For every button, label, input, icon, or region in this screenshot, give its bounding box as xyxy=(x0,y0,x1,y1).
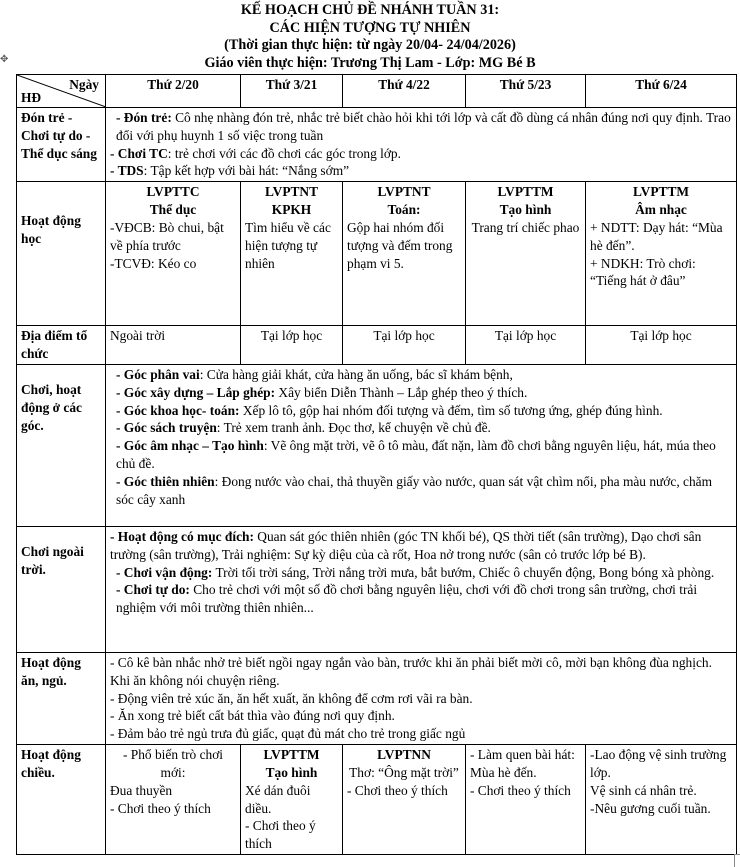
row-label-dia-diem: Địa điểm tổ chức xyxy=(17,326,106,365)
lesson-fri-detail-2: + NDKH: Trò chơi: “Tiếng hát ở đâu” xyxy=(590,255,696,289)
corners-content xyxy=(106,364,737,526)
row-label-choi-goc: Chơi, hoạt động ở các góc. xyxy=(17,364,106,526)
goc-sach-truyen-text: : Trẻ xem tranh ảnh. Đọc thơ, kể chuyện về chủ đề. xyxy=(216,420,491,436)
afternoon-tue-domain: LVPTTM xyxy=(263,747,320,763)
afternoon-tue-2: - Chơi theo ý thích xyxy=(245,818,316,852)
row-label-hoat-dong-hoc: Hoạt động học xyxy=(17,182,106,326)
hd-muc-dich-heading: - Hoạt động có mục đích: xyxy=(110,528,254,544)
goc-thien-nhien-heading: - Góc thiên nhiên xyxy=(116,473,215,489)
goc-thien-nhien-text: : Đong nước vào chai, thả thuyền giấy vào nước, quan sát vật chìm nổi, pha màu nước, chăm sóc cây xanh xyxy=(116,473,713,507)
day-header-fri: Thứ 6/24 xyxy=(586,75,737,108)
lesson-fri-domain: LVPTTM xyxy=(632,184,690,200)
lesson-wed-subject: Toán: xyxy=(387,202,421,218)
afternoon-thu xyxy=(466,745,586,855)
lesson-wed-domain: LVPTNT xyxy=(377,184,431,200)
afternoon-fri-1: -Lao động vệ sinh trường lớp. xyxy=(590,747,727,780)
lesson-tue-detail: Tìm hiểu về các hiện tượng tự nhiên xyxy=(245,219,331,271)
header-row xyxy=(17,75,737,108)
goc-am-nhac-heading: - Góc âm nhạc – Tạo hình xyxy=(116,438,264,454)
tds-text: : Tập kết hợp với bài hát: “Nắng sớm” xyxy=(143,163,350,179)
row-ngoai-troi xyxy=(17,526,737,652)
row-an-ngu xyxy=(17,652,737,744)
lesson-thu-detail: Trang trí chiếc phao xyxy=(471,219,580,235)
goc-khoa-hoc-heading: - Góc khoa học- toán: xyxy=(116,402,240,418)
goc-phan-vai-heading: - Góc phân vai xyxy=(116,366,200,382)
choi-van-dong-heading: - Chơi vận động: xyxy=(116,564,213,580)
row-chieu xyxy=(17,745,737,855)
afternoon-thu-2: - Chơi theo ý thích xyxy=(470,782,571,798)
afternoon-tue-subject: Tạo hình xyxy=(265,764,318,780)
don-tre-heading: - Đón trẻ: xyxy=(116,110,172,125)
afternoon-mon-1: - Phổ biến trò chơi mới: xyxy=(122,747,224,780)
don-tre-text: Cô nhẹ nhàng đón trẻ, nhắc trẻ biết chào hỏi khi tới lớp và cất đồ dùng cá nhân đúng nơi quy định. Trao đổi với phụ huynh 1 số việc trong tuần xyxy=(116,110,731,143)
row-label-don-tre: Đón trẻ - Chơi tự do - Thể dục sáng xyxy=(17,108,106,182)
sleep-note: - Đảm bảo trẻ ngủ trưa đủ giấc, quạt đủ mát cho trẻ trong giấc ngủ xyxy=(110,726,466,742)
afternoon-wed-1: Thơ: “Ông mặt trời” xyxy=(349,764,459,780)
title-line-2: CÁC HIỆN TƯỢNG TỰ NHIÊN xyxy=(269,19,471,36)
date-range: (Thời gian thực hiện: từ ngày 20/04- 24/04/2026) xyxy=(224,37,516,53)
day-header-mon: Thứ 2/20 xyxy=(106,75,241,108)
row-hoat-dong-hoc xyxy=(17,182,737,326)
goc-khoa-hoc-text: Xếp lô tô, gộp hai nhóm đối tượng và đếm, tìm số tương ứng, ghép đúng hình. xyxy=(239,402,663,418)
afternoon-wed-domain: LVPTNN xyxy=(377,747,431,763)
location-fri: Tại lớp học xyxy=(586,326,737,365)
lesson-fri-subject: Âm nhạc xyxy=(635,202,687,218)
afternoon-fri-2: Vệ sinh cá nhân trẻ. xyxy=(590,782,697,798)
afternoon-wed xyxy=(343,745,466,855)
row-label-ngoai-troi: Chơi ngoài trời. xyxy=(17,526,106,652)
row-don-tre xyxy=(17,108,737,182)
document-header xyxy=(0,0,740,72)
row-label-chieu: Hoạt động chiều. xyxy=(17,745,106,855)
meal-note-1: - Cô kê bàn nhắc nhở trẻ biết ngồi ngay ngắn vào bàn, trước khi ăn phải biết mời cô, mời bạn không đùa nghịch. Khi ăn không nói chuyện riêng. xyxy=(110,654,712,688)
lesson-wed xyxy=(343,182,466,326)
meal-note-3: - Ăn xong trẻ biết cất bát thìa vào đúng nơi quy định. xyxy=(110,708,395,724)
lesson-tue-subject: KPKH xyxy=(271,202,312,218)
row-label-an-ngu: Hoạt động ăn, ngủ. xyxy=(17,652,106,744)
location-thu: Tại lớp học xyxy=(466,326,586,365)
afternoon-fri-3: -Nêu gương cuối tuần. xyxy=(590,800,711,816)
lesson-mon-detail-1: -VĐCB: Bò chui, bật về phía trước xyxy=(110,219,224,253)
lesson-mon-domain: LVPTTC xyxy=(146,184,200,200)
weekly-plan-table xyxy=(16,74,737,855)
lesson-wed-detail: Gộp hai nhóm đối tượng và đếm trong phạm vi 5. xyxy=(347,219,453,271)
choi-tu-do-heading: - Chơi tự do: xyxy=(116,582,190,598)
lesson-mon-subject: Thể dục xyxy=(149,202,197,218)
meal-sleep-content xyxy=(106,652,737,744)
lesson-thu xyxy=(466,182,586,326)
location-mon: Ngoài trời xyxy=(106,326,241,365)
table-resize-handle-icon[interactable] xyxy=(734,854,740,867)
table-move-handle-icon[interactable] xyxy=(0,54,10,66)
goc-sach-truyen-heading: - Góc sách truyện xyxy=(116,420,217,436)
row-dia-diem xyxy=(17,326,737,365)
lesson-fri xyxy=(586,182,737,326)
afternoon-tue xyxy=(241,745,343,855)
location-wed: Tại lớp học xyxy=(343,326,466,365)
day-header-wed: Thứ 4/22 xyxy=(343,75,466,108)
hd-muc-dich-text: Quan sát góc thiên nhiên (góc TN khối bé), QS thời tiết (sân trường), Dạo chơi sân trường (sân trường), Trải nghiệm: Sự kỳ diệu của cà rốt, Hoa nở trong nước (sân cỏ trước lớp bé B). xyxy=(110,528,702,562)
row-choi-goc xyxy=(17,364,737,526)
afternoon-thu-1: - Làm quen bài hát: Mùa hè đến. xyxy=(470,747,575,780)
corner-cell xyxy=(17,75,106,108)
afternoon-mon-3: - Chơi theo ý thích xyxy=(110,800,211,816)
day-header-thu: Thứ 5/23 xyxy=(466,75,586,108)
lesson-tue-domain: LVPTNT xyxy=(264,184,319,200)
lesson-mon-detail-2: -TCVĐ: Kéo co xyxy=(110,255,197,271)
afternoon-fri xyxy=(586,745,737,855)
goc-phan-vai-text: : Cửa hàng giải khát, cửa hàng ăn uống, bác sĩ khám bệnh, xyxy=(199,366,513,382)
afternoon-tue-1: Xé dán đuôi diều. xyxy=(245,782,311,816)
afternoon-mon xyxy=(106,745,241,855)
goc-am-nhac-text: : Vẽ ông mặt trời, vẽ ô tô màu, đất nặn, làm đồ chơi bằng nguyên liệu, hát, múa theo chủ đề. xyxy=(116,438,716,472)
choi-tu-do-text: Cho trẻ chơi với một số đồ chơi bằng nguyên liệu, chơi với đồ chơi trong sân trường, chơi trải nghiệm với môi trường thiên nhiên... xyxy=(116,582,698,616)
goc-xay-dung-text: Xây biển Diễn Thành – Lắp ghép theo ý thích. xyxy=(275,384,528,400)
location-tue: Tại lớp học xyxy=(241,326,343,365)
title-line-1: KẾ HOẠCH CHỦ ĐỀ NHÁNH TUẦN 31: xyxy=(240,2,500,18)
choi-tc-heading: - Chơi TC xyxy=(110,145,168,161)
goc-xay-dung-heading: - Góc xây dựng – Lắp ghép: xyxy=(116,384,276,400)
lesson-fri-detail-1: + NDTT: Dạy hát: “Mùa hè đến”. xyxy=(590,219,723,253)
don-tre-content xyxy=(106,108,737,182)
choi-tc-text: : trẻ chơi với các đồ chơi các góc trong lớp. xyxy=(167,145,401,161)
corner-day-label: Ngày xyxy=(69,77,99,92)
afternoon-wed-2: - Chơi theo ý thích xyxy=(347,782,448,798)
outdoor-content xyxy=(106,526,737,652)
teacher-info: Giáo viên thực hiện: Trương Thị Lam - Lớp: MG Bé B xyxy=(204,54,536,71)
lesson-thu-subject: Tạo hình xyxy=(499,202,552,218)
meal-note-2: - Động viên trẻ xúc ăn, ăn hết xuất, ăn không để cơm rơi vãi ra bàn. xyxy=(110,690,473,706)
tds-heading: - TDS xyxy=(110,163,144,179)
afternoon-mon-2: Đua thuyền xyxy=(110,782,173,798)
choi-van-dong-text: Trời tối trời sáng, Trời nắng trời mưa, bắt bướm, Chiếc ô chuyển động, Bong bóng xà phòng. xyxy=(212,564,715,580)
lesson-tue xyxy=(241,182,343,326)
lesson-mon xyxy=(106,182,241,326)
corner-activity-label: HĐ xyxy=(21,90,42,106)
day-header-tue: Thứ 3/21 xyxy=(241,75,343,108)
lesson-thu-domain: LVPTTM xyxy=(497,184,554,200)
